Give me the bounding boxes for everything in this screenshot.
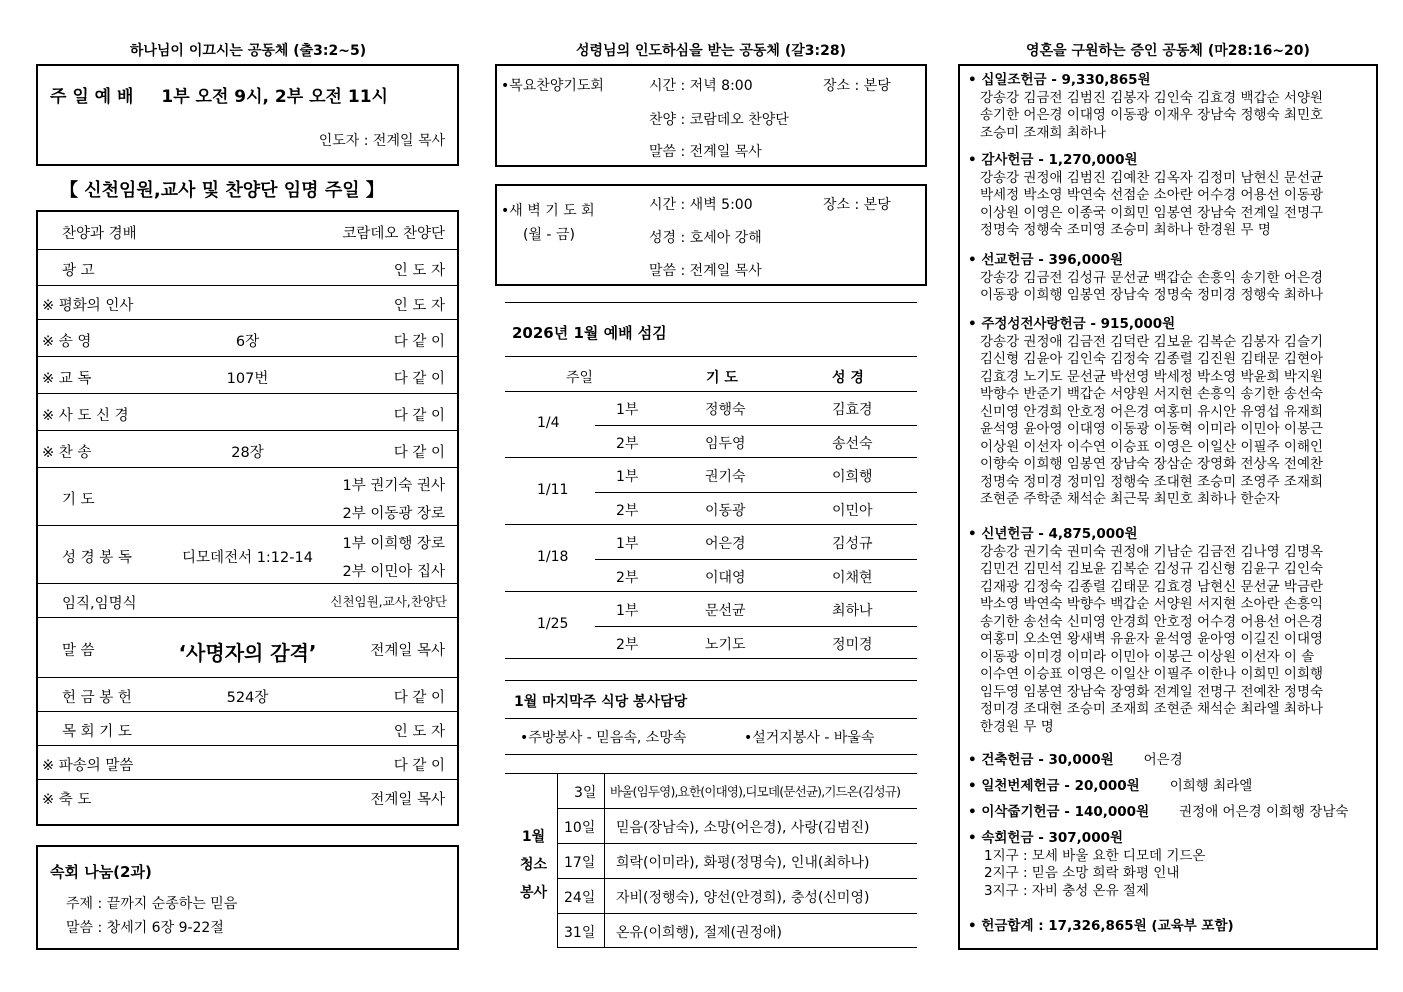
order-person: 다 같 이 bbox=[393, 407, 445, 424]
order-person: 다 같 이 bbox=[393, 370, 445, 387]
service-part: 1부 bbox=[616, 536, 639, 552]
divider bbox=[505, 457, 917, 458]
banner: 【 신천임원,교사 및 찬양단 임명 주일 】 bbox=[60, 180, 384, 201]
service-part: 1부 bbox=[616, 402, 639, 418]
service-header-sunday: 주일 bbox=[566, 370, 594, 386]
divider bbox=[557, 808, 917, 809]
order-item: ※ 축 도 bbox=[42, 792, 92, 808]
order-person: 인 도 자 bbox=[393, 263, 445, 279]
order-row bbox=[38, 212, 457, 250]
order-row bbox=[38, 286, 457, 320]
divider bbox=[595, 425, 917, 426]
offering-title: • 일천번제헌금 - 20,000원 bbox=[968, 778, 1140, 794]
offering-names: 박소영 박연숙 박향수 백갑순 서양원 서지현 소아란 손흥익 bbox=[980, 596, 1324, 612]
offering-names: 이동광 이미경 이미라 이민아 이봉근 이상원 이선자 이 솔 bbox=[980, 648, 1315, 665]
service-part: 2부 bbox=[616, 637, 639, 653]
service-prayer: 문선균 bbox=[705, 603, 746, 619]
service-prayer: 임두영 bbox=[705, 436, 746, 452]
thursday-label: •목요찬양기도회 bbox=[501, 78, 604, 94]
offering-cellgroup bbox=[968, 830, 1368, 900]
offering-names: 김민건 김민석 김보윤 김복순 김성규 김신형 김윤구 김인숙 bbox=[980, 561, 1324, 577]
offering-total: • 헌금합계 : 17,326,865원 (교육부 포함) bbox=[968, 918, 1234, 934]
order-person: 1부 권기숙 권사 bbox=[342, 478, 445, 494]
offering-weekly bbox=[968, 316, 1368, 509]
order-row bbox=[38, 468, 457, 526]
offering-names: 조승미 조재희 최하나 bbox=[980, 124, 1106, 141]
offering-names: 권정애 어은경 이희행 장남숙 bbox=[1179, 804, 1349, 820]
order-item: ※ 파송의 말씀 bbox=[42, 758, 134, 774]
cleaning-day: 31일 bbox=[564, 925, 596, 941]
offering-names: 이향숙 이희행 임봉연 장남숙 장삼순 장영화 전상옥 전예찬 bbox=[980, 456, 1324, 472]
offering-names: 송기한 송선숙 신미영 안경희 안호정 어수경 어용선 어은경 bbox=[980, 613, 1324, 630]
order-person: 전계일 목사 bbox=[370, 643, 445, 659]
order-item: ※ 사 도 신 경 bbox=[42, 407, 129, 424]
service-date: 1/4 bbox=[537, 415, 560, 431]
service-part: 2부 bbox=[616, 503, 639, 519]
offering-names: 박향수 반준기 백갑순 서양원 서지현 손흥익 송기한 송선숙 bbox=[980, 386, 1324, 402]
offering-names: 강송강 김금전 김범진 김봉자 김인숙 김효경 백갑순 서양원 bbox=[980, 89, 1324, 106]
order-item: 목 회 기 도 bbox=[62, 724, 132, 740]
order-person: 코람데오 찬양단 bbox=[342, 226, 445, 242]
offering-building bbox=[968, 752, 1368, 770]
dawn-time: 시간 : 새벽 5:00 bbox=[649, 197, 753, 213]
cleaning-groups: 믿음(장남숙), 소망(어은경), 사랑(김범진) bbox=[616, 820, 870, 836]
cleaning-day: 3일 bbox=[574, 785, 597, 801]
worship-time-box bbox=[36, 64, 459, 166]
offering-names: 이동광 이희행 임봉연 장남숙 정명숙 정미경 정행숙 최하나 bbox=[980, 287, 1324, 303]
order-row bbox=[38, 712, 457, 746]
col3-title: 영혼을 구원하는 증인 공동체 (마28:16~20) bbox=[1026, 43, 1310, 59]
offering-names: 정미경 조대현 조승미 조재희 조현준 채석순 최라엘 최하나 bbox=[980, 701, 1324, 717]
divider bbox=[557, 913, 917, 914]
service-prayer: 이대영 bbox=[705, 570, 746, 586]
thursday-time: 시간 : 저녁 8:00 bbox=[649, 78, 753, 94]
offering-tithe bbox=[968, 72, 1368, 142]
order-row bbox=[38, 431, 457, 468]
order-person: 다 같 이 bbox=[393, 333, 445, 350]
divider bbox=[557, 947, 917, 948]
offering-mission bbox=[968, 252, 1368, 305]
offering-names: 이수연 이승표 이영은 이일산 이필주 이한나 이희민 이희행 bbox=[980, 666, 1324, 682]
service-part: 2부 bbox=[616, 436, 639, 452]
cleaning-groups: 희락(이미라), 화평(정명숙), 인내(최하나) bbox=[616, 855, 870, 871]
service-part: 2부 bbox=[616, 570, 639, 586]
offering-firstborn bbox=[968, 778, 1368, 796]
order-row bbox=[38, 526, 457, 584]
service-date: 1/11 bbox=[537, 482, 569, 498]
dawn-word: 말씀 : 전계일 목사 bbox=[649, 263, 762, 279]
service-bible: 송선숙 bbox=[832, 436, 873, 452]
offering-title: • 건축헌금 - 30,000원 bbox=[968, 752, 1114, 768]
divider bbox=[595, 626, 917, 627]
divider bbox=[505, 524, 917, 525]
col1-title: 하나님이 이끄시는 공동체 (출3:2~5) bbox=[129, 43, 367, 59]
order-row bbox=[38, 357, 457, 394]
order-item: 헌 금 봉 헌 bbox=[62, 690, 132, 706]
order-item: 찬양과 경배 bbox=[62, 226, 137, 242]
service-bible: 김성규 bbox=[832, 536, 873, 552]
cleaning-label: 1월 청소 봉사 bbox=[520, 829, 548, 901]
offering-names: 윤석영 윤아영 이대영 이동광 이동혁 이미라 이민아 이봉근 bbox=[980, 421, 1324, 437]
offering-names: 3지구 : 자비 충성 온유 절제 bbox=[984, 882, 1150, 899]
order-detail: ‘사명자의 감격’ bbox=[178, 641, 317, 665]
service-prayer: 어은경 bbox=[705, 536, 746, 552]
dawn-days: (월 - 금) bbox=[523, 227, 575, 243]
thursday-place: 장소 : 본당 bbox=[823, 78, 891, 94]
dawn-prayer-box bbox=[495, 184, 927, 286]
offering-title: • 속회헌금 - 307,000원 bbox=[968, 830, 1124, 846]
order-row bbox=[38, 678, 457, 712]
cell-word: 말씀 : 창세기 6장 9-22절 bbox=[66, 920, 224, 936]
service-bible: 이민아 bbox=[832, 503, 873, 519]
cleaning-groups: 온유(이희행), 절제(권정애) bbox=[616, 925, 782, 941]
offering-names: 김재광 김정숙 김종렬 김태문 김효경 남현신 문선균 박금란 bbox=[980, 578, 1324, 595]
offering-names: 조현준 주학준 채석순 최근묵 최민호 최하나 한순자 bbox=[980, 491, 1280, 507]
offering-names: 김효경 노기도 문선균 박선영 박세정 박소영 박윤희 박지원 bbox=[980, 368, 1324, 385]
cleaning-day: 10일 bbox=[564, 820, 596, 836]
meal-title: 1월 마지막주 식당 봉사담당 bbox=[514, 694, 688, 710]
offering-names: 김신형 김윤아 김인숙 김정숙 김종렬 김진원 김태문 김현아 bbox=[980, 351, 1324, 367]
offering-names: 강송강 권정애 김범진 김예찬 김옥자 김정미 남현신 문선균 bbox=[980, 169, 1324, 186]
order-person: 다 같 이 bbox=[393, 758, 445, 774]
offering-names: 정명숙 정미경 정미임 정행숙 조대현 조승미 조영주 조재희 bbox=[980, 473, 1324, 490]
service-bible: 정미경 bbox=[832, 637, 873, 653]
cell-group-box bbox=[36, 845, 459, 950]
order-row bbox=[38, 618, 457, 678]
divider bbox=[505, 591, 917, 592]
order-item: ※ 송 영 bbox=[42, 333, 92, 350]
order-person: 전계일 목사 bbox=[370, 792, 445, 808]
offering-title: • 선교헌금 - 396,000원 bbox=[968, 252, 1124, 268]
cleaning-day: 24일 bbox=[564, 890, 596, 906]
order-item: ※ 평화의 인사 bbox=[42, 298, 134, 314]
offering-box bbox=[958, 64, 1378, 950]
offering-names: 송기한 어은경 이대영 이동광 이재우 장남숙 정행숙 최민호 bbox=[980, 107, 1324, 123]
order-person: 2부 이민아 집사 bbox=[342, 564, 445, 580]
order-item: ※ 교 독 bbox=[42, 370, 92, 387]
order-item: 임직,임명식 bbox=[62, 596, 137, 612]
order-item: 말 씀 bbox=[62, 643, 95, 659]
service-bible: 최하나 bbox=[832, 603, 873, 619]
divider bbox=[557, 843, 917, 844]
order-item: ※ 찬 송 bbox=[42, 444, 92, 461]
service-part: 1부 bbox=[616, 469, 639, 485]
service-bible: 이채현 bbox=[832, 570, 873, 586]
offering-names: 강송강 김금전 김성규 문선균 백갑순 손흥익 송기한 어은경 bbox=[980, 269, 1324, 286]
cell-title: 속회 나눔(2과) bbox=[50, 863, 152, 881]
order-detail: 6장 bbox=[235, 333, 260, 350]
order-person: 다 같 이 bbox=[393, 444, 445, 461]
cell-topic: 주제 : 끝까지 순종하는 믿음 bbox=[66, 896, 238, 912]
offering-names: 박세정 박소영 박연숙 선점순 소아란 어수경 어용선 이동광 bbox=[980, 187, 1324, 203]
order-person: 인 도 자 bbox=[393, 298, 445, 314]
dawn-label: •새 벽 기 도 회 bbox=[501, 203, 595, 219]
order-detail: 107번 bbox=[226, 370, 269, 387]
divider bbox=[595, 492, 917, 493]
service-prayer: 권기숙 bbox=[705, 469, 746, 485]
dawn-place: 장소 : 본당 bbox=[823, 197, 891, 213]
offering-names: 2지구 : 믿음 소망 희락 화평 인내 bbox=[984, 865, 1180, 881]
order-detail: 28장 bbox=[231, 444, 264, 461]
service-prayer: 노기도 bbox=[705, 637, 746, 653]
service-prayer: 정행숙 bbox=[705, 402, 746, 418]
service-part: 1부 bbox=[616, 603, 639, 619]
order-item: 기 도 bbox=[62, 492, 95, 508]
thursday-prayer-box bbox=[495, 64, 927, 167]
order-person: 다 같 이 bbox=[393, 690, 445, 706]
service-header-prayer: 기 도 bbox=[706, 370, 738, 386]
order-person: 인 도 자 bbox=[393, 724, 445, 740]
order-item: 성 경 봉 독 bbox=[62, 550, 132, 566]
worship-leader: 인도자 : 전계일 목사 bbox=[318, 133, 445, 149]
order-detail: 디모데전서 1:12-14 bbox=[182, 550, 313, 566]
offering-names: 이상원 이선자 이수연 이승표 이영은 이일산 이필주 이해인 bbox=[980, 438, 1324, 455]
offering-names: 여홍미 오소연 왕새벽 유윤자 윤석영 윤아영 이길진 이대영 bbox=[980, 631, 1324, 647]
order-item: 광 고 bbox=[62, 263, 95, 279]
offering-names: 한경원 무 명 bbox=[980, 718, 1054, 735]
cleaning-groups: 자비(정행숙), 양선(안경희), 충성(신미영) bbox=[616, 890, 870, 906]
offering-names: 강송강 권정애 김금전 김덕란 김보윤 김복순 김봉자 김슬기 bbox=[980, 333, 1324, 350]
service-header-bible: 성 경 bbox=[832, 370, 864, 386]
offering-names: 이상원 이영은 이종국 이희민 임봉연 장남숙 전계일 전명구 bbox=[980, 204, 1324, 221]
cleaning-day: 17일 bbox=[564, 855, 596, 871]
offering-moving bbox=[968, 804, 1368, 822]
thursday-word: 말씀 : 전계일 목사 bbox=[649, 144, 762, 160]
offering-names: 이희행 최라엘 bbox=[1169, 778, 1253, 794]
offering-title: • 주정성전사랑헌금 - 915,000원 bbox=[968, 316, 1176, 332]
order-row bbox=[38, 780, 457, 814]
divider bbox=[505, 658, 917, 659]
offering-names: 어은경 bbox=[1143, 752, 1183, 768]
offering-thanks bbox=[968, 152, 1368, 240]
worship-label: 주 일 예 배 bbox=[50, 87, 134, 107]
offering-names: 임두영 임봉연 장남숙 장영화 전계일 전명구 전예찬 정명숙 bbox=[980, 683, 1324, 700]
offering-names: 1지구 : 모세 바울 요한 디모데 기드온 bbox=[984, 847, 1206, 864]
offering-title: • 신년헌금 - 4,875,000원 bbox=[968, 526, 1138, 542]
dawn-bible: 성경 : 호세아 강해 bbox=[649, 230, 762, 246]
order-person: 신천임원,교사,찬양단 bbox=[330, 594, 447, 609]
thursday-praise: 찬양 : 코람데오 찬양단 bbox=[649, 112, 789, 128]
service-date: 1/25 bbox=[537, 616, 569, 632]
service-date: 1/18 bbox=[537, 549, 569, 565]
order-row bbox=[38, 584, 457, 618]
order-row bbox=[38, 394, 457, 431]
divider bbox=[557, 878, 917, 879]
offering-title: • 이삭줍기헌금 - 140,000원 bbox=[968, 804, 1150, 820]
service-title: 2026년 1월 예배 섬김 bbox=[512, 324, 667, 342]
service-bible: 이희행 bbox=[832, 469, 873, 485]
service-bible: 김효경 bbox=[832, 402, 873, 418]
order-row bbox=[38, 320, 457, 357]
offering-title: • 감사헌금 - 1,270,000원 bbox=[968, 152, 1138, 168]
order-detail: 524장 bbox=[226, 690, 269, 706]
order-row bbox=[38, 746, 457, 780]
meal-dish: •설거지봉사 - 바울속 bbox=[744, 730, 875, 746]
offering-newyear bbox=[968, 526, 1368, 736]
worship-order bbox=[36, 210, 459, 826]
meal-kitchen: •주방봉사 - 믿음속, 소망속 bbox=[520, 730, 687, 746]
order-person: 2부 이동광 장로 bbox=[342, 506, 445, 522]
order-person: 1부 이희행 장로 bbox=[342, 536, 445, 552]
offering-names: 신미영 안경희 안호정 어은경 여홍미 유시안 유영섭 유재희 bbox=[980, 403, 1324, 420]
col2-title: 성령님의 인도하심을 받는 공동체 (갈3:28) bbox=[576, 43, 846, 59]
offering-names: 정명숙 정행숙 조미영 조승미 최하나 한경원 무 명 bbox=[980, 222, 1271, 238]
worship-times: 1부 오전 9시, 2부 오전 11시 bbox=[161, 87, 388, 107]
divider bbox=[595, 559, 917, 560]
service-prayer: 이동광 bbox=[705, 503, 746, 519]
offering-names: 강송강 권기숙 권미숙 권정애 기남순 김금전 김나영 김명옥 bbox=[980, 543, 1324, 560]
offering-title: • 십일조헌금 - 9,330,865원 bbox=[968, 72, 1151, 88]
cleaning-groups: 바울(임두영),요한(이대영),디모데(문선균),기드온(김성규) bbox=[610, 784, 901, 799]
order-row bbox=[38, 250, 457, 286]
